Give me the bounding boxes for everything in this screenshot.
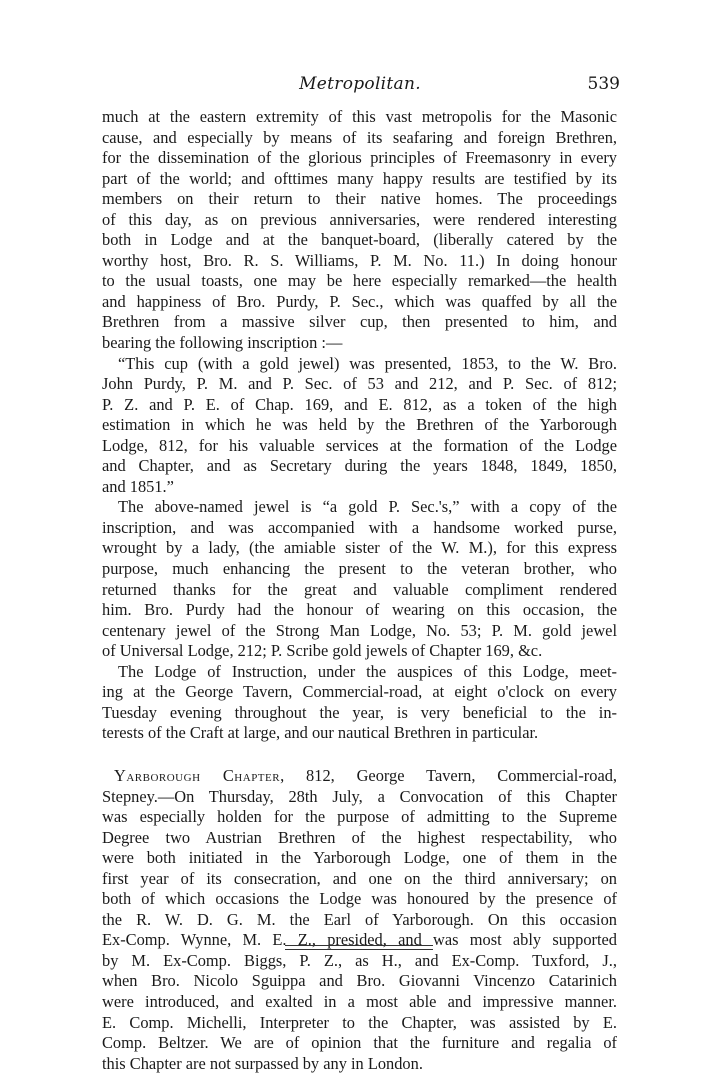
body-text	[102, 107, 617, 1074]
text-line: and happiness of Bro. Purdy, P. Sec., which was quaffed by all the	[102, 291, 617, 311]
text-line: wrought by a lady, (the amiable sister of the W. M.), for this express	[102, 538, 617, 558]
text-line: returned thanks for the great and valuable compliment rendered	[102, 579, 617, 599]
text-line: estimation in which he was held by the Brethren of the Yarborough	[102, 415, 617, 435]
text-line: E. Comp. Michelli, Interpreter to the Chapter, was assisted by E.	[102, 1012, 617, 1032]
text-line: terests of the Craft at large, and our nautical Brethren in particular.	[102, 723, 539, 743]
text-line: both of which occasions the Lodge was honoured by the presence of	[102, 889, 617, 909]
text-line: Degree two Austrian Brethren of the highest respectability, who	[102, 827, 617, 847]
divider-line	[285, 945, 433, 946]
text-line: by M. Ex-Comp. Biggs, P. Z., as H., and Ex-Comp. Tuxford, J.,	[102, 950, 617, 970]
divider-line	[285, 949, 433, 950]
paragraph	[102, 497, 617, 661]
text-line: to the usual toasts, one may be here especially remarked—the health	[102, 271, 617, 291]
text-line: when Bro. Nicolo Sguippa and Bro. Giovanni Vincenzo Catarinich	[102, 971, 617, 991]
text-line: the R. W. D. G. M. the Earl of Yarborough. On this occasion	[102, 909, 617, 929]
text-line: Lodge, 812, for his valuable services at the formation of the Lodge	[102, 435, 617, 455]
text-line: “This cup (with a gold jewel) was presented, 1853, to the W. Bro.	[118, 353, 617, 373]
text-line: Comp. Beltzer. We are of opinion that the furniture and regalia of	[102, 1033, 617, 1053]
text-line: much at the eastern extremity of this vast metropolis for the Masonic	[102, 107, 617, 126]
text-line: cause, and especially by means of its seafaring and foreign Brethren,	[102, 127, 617, 147]
text-line: Brethren from a massive silver cup, then presented to him, and	[102, 312, 617, 332]
text-line: inscription, and was accompanied with a handsome worked purse,	[102, 517, 617, 537]
text-line: P. Z. and P. E. of Chap. 169, and E. 812, as a token of the high	[102, 394, 617, 414]
text-line: both in Lodge and at the banquet-board, (liberally catered by the	[102, 230, 617, 250]
text-line: worthy host, Bro. R. S. Williams, P. M. No. 11.) In doing honour	[102, 250, 617, 270]
text-line: Ex-Comp. Wynne, M. E. Z., presided, and was most ably supported	[102, 930, 617, 950]
text-line: Stepney.—On Thursday, 28th July, a Convocation of this Chapter	[102, 786, 617, 806]
text-line: and 1851.”	[102, 476, 174, 496]
text-line: was especially holden for the purpose of admitting to the Supreme	[102, 807, 617, 827]
section-end-rule	[285, 945, 433, 953]
running-title: Metropolitan.	[299, 74, 421, 94]
text-line: for the dissemination of the glorious principles of Freemasonry in every	[102, 148, 617, 168]
text-segment: , 812, George Tavern, Commercial-road,	[280, 765, 618, 785]
text-line: The Lodge of Instruction, under the auspices of this Lodge, meet-	[118, 661, 617, 681]
text-line: him. Bro. Purdy had the honour of wearing on this occasion, the	[102, 600, 617, 620]
text-line: of Universal Lodge, 212; P. Scribe gold jewels of Chapter 169, &c.	[102, 641, 543, 661]
paragraph	[102, 107, 617, 354]
text-line	[102, 766, 617, 787]
text-line: of this day, as on previous anniversaries, were rendered interesting	[102, 209, 617, 229]
text-line: were introduced, and exalted in a most able and impressive manner.	[102, 991, 617, 1011]
text-line: ing at the George Tavern, Commercial-road, at eight o'clock on every	[102, 682, 617, 702]
text-line: were both initiated in the Yarborough Lodge, one of them in the	[102, 848, 617, 868]
page-header	[100, 74, 620, 100]
inscription-paragraph	[102, 354, 617, 498]
paragraph	[102, 662, 617, 744]
text-line: part of the world; and ofttimes many happy results are testified by its	[102, 168, 617, 188]
text-line: The above-named jewel is “a gold P. Sec.'s,” with a copy of the	[118, 497, 617, 517]
section-gap	[102, 744, 617, 766]
text-line: members on their return to their native homes. The proceedings	[102, 189, 617, 209]
text-line: purpose, much enhancing the present to the veteran brother, who	[102, 559, 617, 579]
text-line: and Chapter, and as Secretary during the years 1848, 1849, 1850,	[102, 456, 617, 476]
text-line: centenary jewel of the Strong Man Lodge, No. 53; P. M. gold jewel	[102, 620, 617, 640]
text-line: Tuesday evening throughout the year, is very beneficial to the in-	[102, 702, 617, 722]
text-line: this Chapter are not surpassed by any in London.	[102, 1053, 423, 1073]
text-line: first year of its consecration, and one on the third anniversary; on	[102, 868, 617, 888]
text-line: John Purdy, P. M. and P. Sec. of 53 and 212, and P. Sec. of 812;	[102, 374, 617, 394]
chapter-report-paragraph	[102, 766, 617, 1074]
section-heading: Yarborough Chapter	[114, 765, 281, 785]
text-line: bearing the following inscription :—	[102, 333, 343, 353]
page-number: 539	[587, 74, 620, 94]
